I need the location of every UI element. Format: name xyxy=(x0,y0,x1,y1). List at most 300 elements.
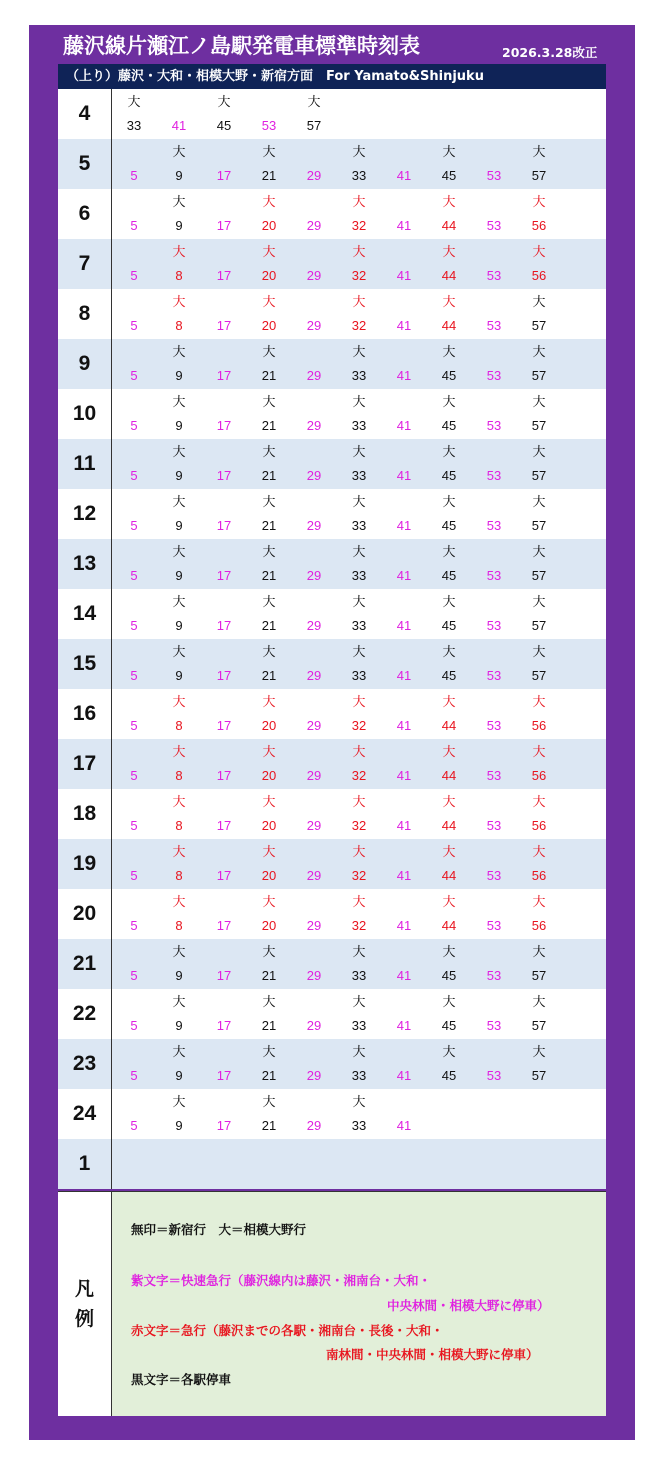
departure-minute: 32 xyxy=(351,718,367,733)
departure xyxy=(429,839,469,889)
departure-minute: 17 xyxy=(216,818,232,833)
departure xyxy=(114,889,154,939)
hour-row xyxy=(58,289,606,339)
departure xyxy=(294,239,334,289)
departure xyxy=(294,189,334,239)
departure-minute: 45 xyxy=(441,568,457,583)
departure xyxy=(474,939,514,989)
departure xyxy=(204,89,244,139)
departure xyxy=(384,139,424,189)
departure xyxy=(204,939,244,989)
sagami-ono-marker: 大 xyxy=(172,744,186,759)
departure xyxy=(519,289,559,339)
departure-minute: 29 xyxy=(306,418,322,433)
sagami-ono-marker: 大 xyxy=(442,594,456,609)
departure xyxy=(114,789,154,839)
departure-minute: 32 xyxy=(351,868,367,883)
hour-row xyxy=(58,989,606,1039)
sagami-ono-marker: 大 xyxy=(172,594,186,609)
departure-minute: 56 xyxy=(531,818,547,833)
departure-minute: 21 xyxy=(261,1068,277,1083)
departure-minute: 53 xyxy=(261,118,277,133)
departure xyxy=(339,789,379,839)
sagami-ono-marker: 大 xyxy=(307,94,321,109)
hour-label: 22 xyxy=(58,989,112,1039)
departure xyxy=(429,689,469,739)
departure xyxy=(339,639,379,689)
sagami-ono-marker: 大 xyxy=(262,1094,276,1109)
departure xyxy=(339,689,379,739)
departure xyxy=(339,1039,379,1089)
departure xyxy=(294,139,334,189)
hour-row xyxy=(58,789,606,839)
departure xyxy=(204,389,244,439)
departure xyxy=(294,1089,334,1139)
departure xyxy=(519,489,559,539)
departure-minute: 17 xyxy=(216,1018,232,1033)
sagami-ono-marker: 大 xyxy=(352,344,366,359)
sagami-ono-marker: 大 xyxy=(172,894,186,909)
departure-minute: 33 xyxy=(351,568,367,583)
departure xyxy=(384,639,424,689)
departure-minute: 9 xyxy=(175,368,183,383)
hour-label: 23 xyxy=(58,1039,112,1089)
departure xyxy=(294,839,334,889)
departure-minute: 57 xyxy=(531,668,547,683)
departure xyxy=(159,289,199,339)
departure xyxy=(294,639,334,689)
departure xyxy=(339,389,379,439)
departure-minute: 5 xyxy=(130,618,138,633)
departure-minute: 57 xyxy=(531,518,547,533)
departure-minute: 21 xyxy=(261,1118,277,1133)
departure xyxy=(519,839,559,889)
hour-label: 9 xyxy=(58,339,112,389)
departure-minute: 5 xyxy=(130,318,138,333)
departure xyxy=(159,389,199,439)
hour-label: 8 xyxy=(58,289,112,339)
departure-minute: 29 xyxy=(306,668,322,683)
departure-minute: 53 xyxy=(486,1068,502,1083)
sagami-ono-marker: 大 xyxy=(532,244,546,259)
departure xyxy=(159,439,199,489)
hour-label: 21 xyxy=(58,939,112,989)
sagami-ono-marker: 大 xyxy=(352,544,366,559)
sagami-ono-marker: 大 xyxy=(172,194,186,209)
sagami-ono-marker: 大 xyxy=(532,294,546,309)
departure-minute: 33 xyxy=(351,518,367,533)
departure-minute: 53 xyxy=(486,418,502,433)
departure xyxy=(249,189,289,239)
departure-minute: 57 xyxy=(531,368,547,383)
departure-minute: 5 xyxy=(130,468,138,483)
departure xyxy=(204,739,244,789)
departure-minute: 56 xyxy=(531,718,547,733)
sagami-ono-marker: 大 xyxy=(127,94,141,109)
departure-minute: 32 xyxy=(351,768,367,783)
departure-minute: 29 xyxy=(306,1018,322,1033)
departure xyxy=(294,589,334,639)
departure-minute: 41 xyxy=(396,1118,412,1133)
departure-minute: 21 xyxy=(261,368,277,383)
departure-minute: 21 xyxy=(261,618,277,633)
sagami-ono-marker: 大 xyxy=(442,544,456,559)
departure xyxy=(429,789,469,839)
departure xyxy=(204,639,244,689)
departure xyxy=(429,1039,469,1089)
departure xyxy=(519,139,559,189)
departure xyxy=(114,389,154,439)
hour-label: 17 xyxy=(58,739,112,789)
departure xyxy=(114,189,154,239)
departure-minute: 44 xyxy=(441,268,457,283)
departure-minute: 5 xyxy=(130,918,138,933)
departure-minute: 45 xyxy=(441,968,457,983)
sagami-ono-marker: 大 xyxy=(532,394,546,409)
sagami-ono-marker: 大 xyxy=(352,944,366,959)
departure xyxy=(249,89,289,139)
departure xyxy=(159,539,199,589)
departure xyxy=(294,689,334,739)
sagami-ono-marker: 大 xyxy=(352,1044,366,1059)
departure xyxy=(114,489,154,539)
departure-minute: 33 xyxy=(351,1068,367,1083)
departure-minute: 41 xyxy=(396,1018,412,1033)
departure-minute: 8 xyxy=(175,768,183,783)
departure-minute: 20 xyxy=(261,818,277,833)
departure xyxy=(339,439,379,489)
departure xyxy=(204,339,244,389)
sagami-ono-marker: 大 xyxy=(442,244,456,259)
departure xyxy=(429,239,469,289)
departure-minute: 53 xyxy=(486,968,502,983)
legend-express-line-2: 南林間・中央林間・相模大野に停車） xyxy=(326,1347,539,1362)
sagami-ono-marker: 大 xyxy=(262,194,276,209)
departure-minute: 20 xyxy=(261,268,277,283)
departure xyxy=(159,239,199,289)
departure xyxy=(429,889,469,939)
sagami-ono-marker: 大 xyxy=(532,694,546,709)
departure-minute: 17 xyxy=(216,718,232,733)
departure xyxy=(429,639,469,689)
departure xyxy=(384,189,424,239)
departure-minute: 53 xyxy=(486,918,502,933)
departure xyxy=(339,889,379,939)
departure xyxy=(429,439,469,489)
hour-row xyxy=(58,839,606,889)
departure xyxy=(474,439,514,489)
departure-minute: 9 xyxy=(175,618,183,633)
departure-minute: 17 xyxy=(216,418,232,433)
sagami-ono-marker: 大 xyxy=(262,494,276,509)
legend-rapid-express-line-1: 紫文字＝快速急行（藤沢線内は藤沢・湘南台・大和・ xyxy=(131,1273,432,1288)
departure xyxy=(204,489,244,539)
departure xyxy=(204,789,244,839)
departure xyxy=(339,189,379,239)
departure xyxy=(249,439,289,489)
departure xyxy=(339,589,379,639)
departure-minute: 57 xyxy=(306,118,322,133)
departure-minute: 41 xyxy=(396,568,412,583)
departure xyxy=(159,939,199,989)
departure-minute: 17 xyxy=(216,918,232,933)
sagami-ono-marker: 大 xyxy=(532,144,546,159)
departure-minute: 8 xyxy=(175,318,183,333)
departure xyxy=(159,1039,199,1089)
departure xyxy=(474,1039,514,1089)
departure-minute: 17 xyxy=(216,868,232,883)
sagami-ono-marker: 大 xyxy=(172,944,186,959)
departure-minute: 57 xyxy=(531,618,547,633)
sagami-ono-marker: 大 xyxy=(532,194,546,209)
departure xyxy=(474,889,514,939)
departure xyxy=(204,839,244,889)
departure-minute: 5 xyxy=(130,168,138,183)
legend-express-line-1: 赤文字＝急行（藤沢までの各駅・湘南台・長後・大和・ xyxy=(131,1323,444,1338)
sagami-ono-marker: 大 xyxy=(442,494,456,509)
departure-minute: 29 xyxy=(306,468,322,483)
departure xyxy=(339,339,379,389)
sagami-ono-marker: 大 xyxy=(352,294,366,309)
hour-label: 15 xyxy=(58,639,112,689)
departure-minute: 45 xyxy=(216,118,232,133)
departure xyxy=(384,539,424,589)
sagami-ono-marker: 大 xyxy=(442,344,456,359)
departure xyxy=(294,489,334,539)
hour-row xyxy=(58,239,606,289)
departure-minute: 29 xyxy=(306,768,322,783)
hour-row xyxy=(58,439,606,489)
departure xyxy=(384,389,424,439)
departure xyxy=(519,639,559,689)
departure-minute: 53 xyxy=(486,668,502,683)
hour-row xyxy=(58,189,606,239)
departure xyxy=(429,989,469,1039)
departure-minute: 41 xyxy=(396,618,412,633)
departure xyxy=(294,939,334,989)
sagami-ono-marker: 大 xyxy=(532,594,546,609)
departure xyxy=(114,939,154,989)
hour-row xyxy=(58,939,606,989)
departure xyxy=(519,789,559,839)
sagami-ono-marker: 大 xyxy=(262,544,276,559)
departure xyxy=(204,139,244,189)
sagami-ono-marker: 大 xyxy=(532,444,546,459)
sagami-ono-marker: 大 xyxy=(442,944,456,959)
departure xyxy=(519,889,559,939)
departure-minute: 5 xyxy=(130,868,138,883)
departure-minute: 41 xyxy=(396,968,412,983)
departure xyxy=(159,189,199,239)
departure-minute: 41 xyxy=(396,168,412,183)
departure-minute: 8 xyxy=(175,268,183,283)
sagami-ono-marker: 大 xyxy=(352,994,366,1009)
departure xyxy=(339,539,379,589)
departure-minute: 41 xyxy=(171,118,187,133)
departure-minute: 5 xyxy=(130,818,138,833)
departure-minute: 17 xyxy=(216,268,232,283)
hour-label: 4 xyxy=(58,89,112,139)
sagami-ono-marker: 大 xyxy=(532,794,546,809)
departure xyxy=(474,339,514,389)
departure-minute: 53 xyxy=(486,468,502,483)
departure xyxy=(114,639,154,689)
sagami-ono-marker: 大 xyxy=(532,644,546,659)
departure xyxy=(519,539,559,589)
departure xyxy=(204,989,244,1039)
departure xyxy=(204,1089,244,1139)
sagami-ono-marker: 大 xyxy=(172,144,186,159)
departure xyxy=(249,489,289,539)
departure xyxy=(339,939,379,989)
departure-minute: 44 xyxy=(441,818,457,833)
departure-minute: 29 xyxy=(306,368,322,383)
sagami-ono-marker: 大 xyxy=(217,94,231,109)
departure xyxy=(249,1089,289,1139)
hour-label: 19 xyxy=(58,839,112,889)
hour-label: 7 xyxy=(58,239,112,289)
departure-minute: 29 xyxy=(306,568,322,583)
departure xyxy=(294,889,334,939)
departure xyxy=(384,489,424,539)
departure-minute: 5 xyxy=(130,1018,138,1033)
departure-minute: 5 xyxy=(130,768,138,783)
departure-minute: 57 xyxy=(531,468,547,483)
departure xyxy=(249,339,289,389)
departure-minute: 45 xyxy=(441,1018,457,1033)
departure xyxy=(294,289,334,339)
sagami-ono-marker: 大 xyxy=(532,344,546,359)
departure xyxy=(204,439,244,489)
departure-minute: 53 xyxy=(486,868,502,883)
departure-minute: 33 xyxy=(351,418,367,433)
departure-minute: 21 xyxy=(261,418,277,433)
departure-minute: 5 xyxy=(130,268,138,283)
sagami-ono-marker: 大 xyxy=(172,394,186,409)
departure xyxy=(339,989,379,1039)
hour-label: 14 xyxy=(58,589,112,639)
hour-row xyxy=(58,689,606,739)
departure-minute: 45 xyxy=(441,518,457,533)
departure-minute: 45 xyxy=(441,618,457,633)
departure xyxy=(384,289,424,339)
departure xyxy=(294,89,334,139)
hour-label: 6 xyxy=(58,189,112,239)
departure xyxy=(429,589,469,639)
departure xyxy=(429,939,469,989)
hour-label: 20 xyxy=(58,889,112,939)
departure xyxy=(384,839,424,889)
sagami-ono-marker: 大 xyxy=(442,844,456,859)
departure-minute: 17 xyxy=(216,768,232,783)
departure xyxy=(294,739,334,789)
sagami-ono-marker: 大 xyxy=(442,444,456,459)
sagami-ono-marker: 大 xyxy=(352,644,366,659)
departure xyxy=(114,539,154,589)
departure-minute: 41 xyxy=(396,318,412,333)
departure-minute: 45 xyxy=(441,168,457,183)
departure xyxy=(159,1089,199,1139)
hour-row xyxy=(58,1089,606,1139)
sagami-ono-marker: 大 xyxy=(442,394,456,409)
departure-minute: 20 xyxy=(261,718,277,733)
departure xyxy=(519,1039,559,1089)
departure xyxy=(519,439,559,489)
departure-minute: 17 xyxy=(216,968,232,983)
departure xyxy=(114,589,154,639)
departure xyxy=(294,539,334,589)
sagami-ono-marker: 大 xyxy=(262,594,276,609)
departure-minute: 53 xyxy=(486,768,502,783)
sagami-ono-marker: 大 xyxy=(532,844,546,859)
sagami-ono-marker: 大 xyxy=(262,444,276,459)
departure-minute: 21 xyxy=(261,568,277,583)
departure-minute: 44 xyxy=(441,218,457,233)
page-title: 藤沢線片瀬江ノ島駅発電車標準時刻表 xyxy=(63,34,420,58)
departure-minute: 21 xyxy=(261,668,277,683)
departure-minute: 17 xyxy=(216,668,232,683)
departure-minute: 44 xyxy=(441,318,457,333)
departure-minute: 5 xyxy=(130,668,138,683)
sagami-ono-marker: 大 xyxy=(172,444,186,459)
sagami-ono-marker: 大 xyxy=(442,194,456,209)
departure-minute: 56 xyxy=(531,918,547,933)
departure xyxy=(159,639,199,689)
departure-minute: 56 xyxy=(531,268,547,283)
departure xyxy=(429,189,469,239)
departure xyxy=(114,989,154,1039)
departure-minute: 9 xyxy=(175,568,183,583)
departure xyxy=(429,389,469,439)
sagami-ono-marker: 大 xyxy=(442,894,456,909)
departure xyxy=(159,489,199,539)
departure-minute: 53 xyxy=(486,318,502,333)
departure xyxy=(384,239,424,289)
hour-label: 11 xyxy=(58,439,112,489)
departure-minute: 17 xyxy=(216,568,232,583)
legend-local: 黒文字＝各駅停車 xyxy=(131,1372,232,1387)
departure xyxy=(519,989,559,1039)
departure xyxy=(159,339,199,389)
departure-minute: 33 xyxy=(126,118,142,133)
sagami-ono-marker: 大 xyxy=(352,694,366,709)
departure-minute: 9 xyxy=(175,1068,183,1083)
sagami-ono-marker: 大 xyxy=(262,694,276,709)
departure-minute: 53 xyxy=(486,718,502,733)
departure-minute: 9 xyxy=(175,418,183,433)
departure-minute: 57 xyxy=(531,968,547,983)
hour-row xyxy=(58,489,606,539)
departure-minute: 41 xyxy=(396,768,412,783)
departure-minute: 8 xyxy=(175,868,183,883)
hour-label: 1 xyxy=(58,1139,112,1189)
departure-minute: 53 xyxy=(486,1018,502,1033)
departure-minute: 17 xyxy=(216,368,232,383)
departure xyxy=(204,1039,244,1089)
departure-minute: 5 xyxy=(130,418,138,433)
departure-minute: 17 xyxy=(216,618,232,633)
departure xyxy=(204,889,244,939)
departure xyxy=(519,739,559,789)
departure-minute: 45 xyxy=(441,368,457,383)
departure xyxy=(474,839,514,889)
departure xyxy=(474,689,514,739)
departure xyxy=(114,689,154,739)
departure xyxy=(114,239,154,289)
departure-minute: 32 xyxy=(351,318,367,333)
departure-minute: 41 xyxy=(396,468,412,483)
hour-row xyxy=(58,639,606,689)
